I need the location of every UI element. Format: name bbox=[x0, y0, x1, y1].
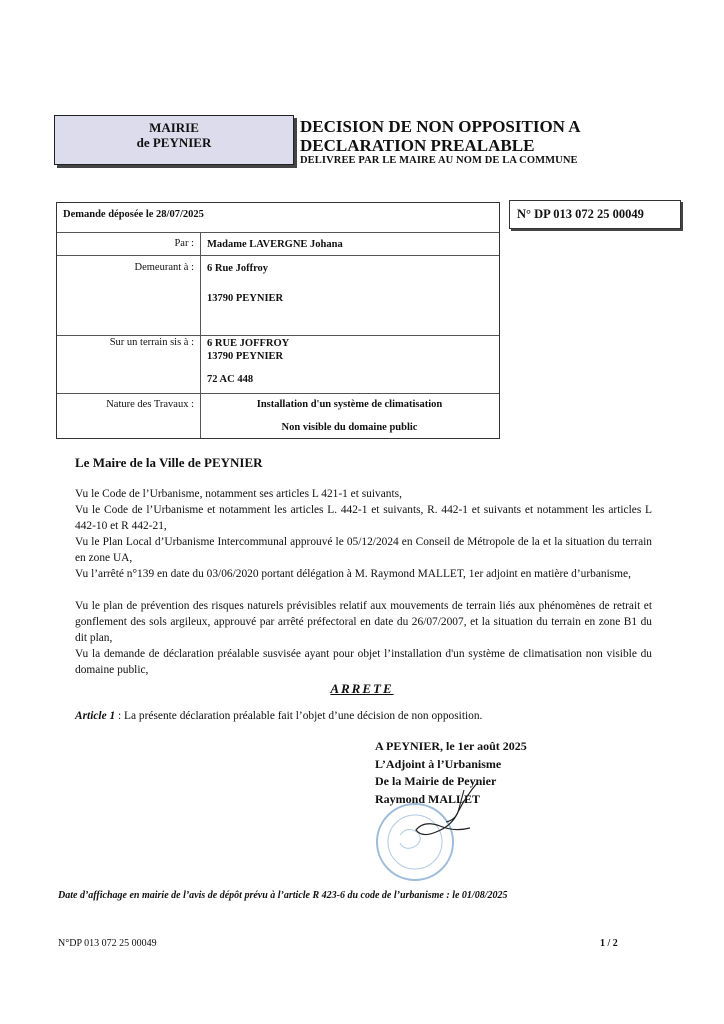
maire-heading: Le Maire de la Ville de PEYNIER bbox=[75, 455, 263, 470]
mairie-box bbox=[54, 115, 294, 165]
vu-paragraph-2: Vu le Code de l’Urbanisme et notamment les articles L. 442-1 et suivants, R. 442-1 et suivants et notamment les articles L 442-10 et R 442-21, bbox=[75, 504, 652, 532]
vu-paragraph-1: Vu le Code de l’Urbanisme, notamment ses articles L 421-1 et suivants, bbox=[75, 488, 402, 500]
demande-date: Demande déposée le 28/07/2025 bbox=[63, 209, 204, 220]
title-line-1: DECISION DE NON OPPOSITION A bbox=[300, 117, 581, 136]
signature-line-1: A PEYNIER, le 1er août 2025 bbox=[375, 739, 527, 753]
demeurant-line-1: 6 Rue Joffroy bbox=[207, 263, 269, 274]
mairie-label: MAIRIE bbox=[149, 120, 199, 135]
vu-paragraph-3: Vu le Plan Local d’Urbanisme Intercommunal approuvé le 05/12/2024 en Conseil de Métropole de la et la situation du terrain en zone UA, bbox=[75, 536, 652, 564]
signature-line-3: De la Mairie de Peynier bbox=[375, 774, 497, 788]
reference-box: N° DP 013 072 25 00049 bbox=[509, 200, 681, 229]
demeurant-label: Demeurant à : bbox=[134, 262, 194, 273]
vu-paragraph-5: Vu le plan de prévention des risques naturels prévisibles relatif aux mouvements de terrain liés aux phénomènes de retrait et gonflement des sols argileux, approuvé par arrêté préfectoral en date du 26/07/2007, et la situation du terrain en zone B1 du dit plan, bbox=[75, 600, 652, 644]
article-1 bbox=[75, 710, 482, 722]
page-number: 1 / 2 bbox=[600, 938, 618, 949]
terrain-line-3: 72 AC 448 bbox=[207, 374, 254, 385]
official-stamp-and-signature bbox=[360, 780, 500, 890]
document-subtitle: DELIVREE PAR LE MAIRE AU NOM DE LA COMMUNE bbox=[300, 155, 578, 166]
demeurant-line-2: 13790 PEYNIER bbox=[207, 293, 284, 304]
commune-label: de PEYNIER bbox=[136, 135, 212, 150]
signature-line-4: Raymond MALLET bbox=[375, 791, 481, 806]
nature-line-1: Installation d'un système de climatisation bbox=[256, 399, 443, 410]
title-line-2: DECLARATION PREALABLE bbox=[300, 136, 535, 155]
article-text: : La présente déclaration préalable fait l’objet d’une décision de non opposition. bbox=[115, 710, 483, 722]
application-table bbox=[56, 202, 500, 439]
article-label: Article 1 bbox=[75, 710, 116, 722]
vu-paragraph-6: Vu la demande de déclaration préalable susvisée ayant pour objet l’installation d'un système de climatisation non visible du domaine public, bbox=[75, 648, 652, 676]
terrain-label: Sur un terrain sis à : bbox=[109, 337, 194, 348]
footer-reference: N°DP 013 072 25 00049 bbox=[58, 938, 157, 949]
par-label: Par : bbox=[174, 238, 194, 249]
terrain-line-1: 6 RUE JOFFROY bbox=[207, 338, 290, 349]
signature-line-2: L’Adjoint à l’Urbanisme bbox=[375, 756, 502, 771]
par-value: Madame LAVERGNE Johana bbox=[207, 239, 343, 250]
affichage-notice: Date d’affichage en mairie de l’avis de dépôt prévu à l’article R 423-6 du code de l’urbanisme : le 01/08/2025 bbox=[58, 890, 508, 901]
arrete-heading: ARRETE bbox=[330, 681, 394, 696]
vu-paragraph-4: Vu l’arrêté n°139 en date du 03/06/2020 portant délégation à M. Raymond MALLET, 1er adjoint en matière d’urbanisme, bbox=[75, 568, 631, 580]
terrain-line-2: 13790 PEYNIER bbox=[207, 351, 284, 362]
nature-line-2: Non visible du domaine public bbox=[281, 422, 418, 433]
nature-label: Nature des Travaux : bbox=[106, 399, 194, 410]
document-title bbox=[300, 117, 581, 155]
